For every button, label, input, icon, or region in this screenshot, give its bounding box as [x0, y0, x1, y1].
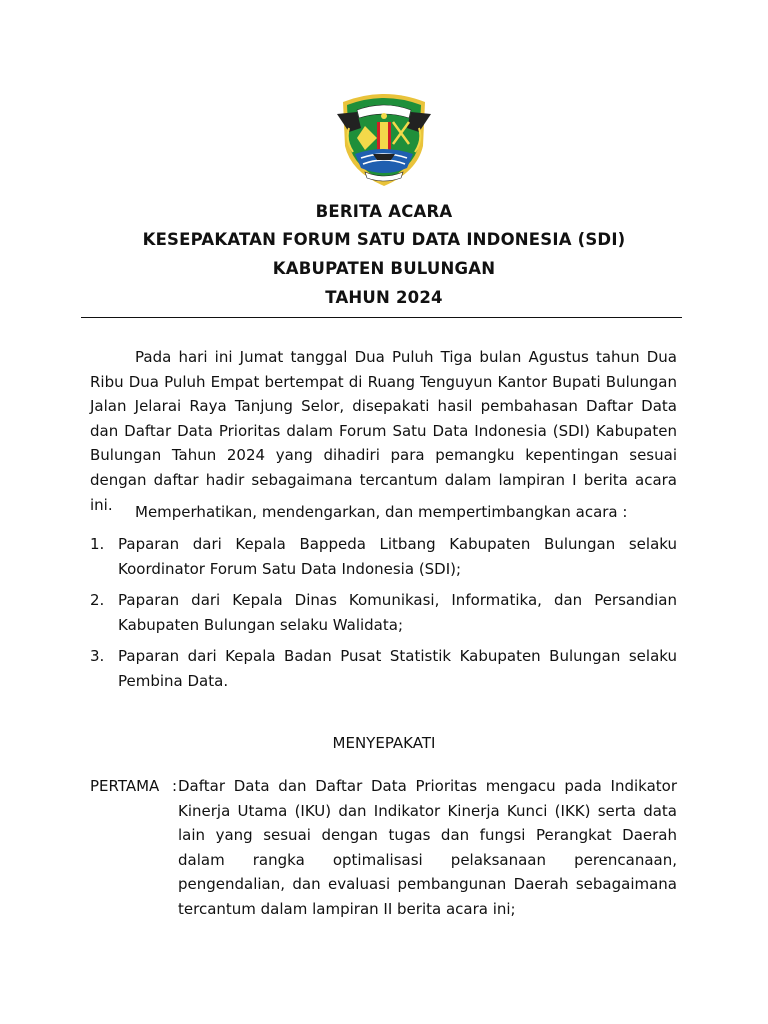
document-subtitle: KESEPAKATAN FORUM SATU DATA INDONESIA (SDI) [142, 230, 626, 249]
agenda-item [90, 532, 677, 581]
agreement-heading: MENYEPAKATI [332, 734, 436, 752]
agenda-item [90, 588, 677, 637]
agenda-number: 2. [90, 591, 105, 609]
agenda-number: 1. [90, 535, 105, 553]
agenda-number: 3. [90, 647, 105, 665]
opening-paragraph [90, 345, 677, 517]
considering-paragraph [90, 500, 677, 525]
agenda-text: Paparan dari Kepala Bappeda Litbang Kabupaten Bulungan selaku Koordinator Forum Satu Data Indonesia (SDI); [118, 535, 677, 578]
title-divider [81, 317, 682, 318]
agenda-text: Paparan dari Kepala Badan Pusat Statistik Kabupaten Bulungan selaku Pembina Data. [118, 647, 677, 690]
document-region: KABUPATEN BULUNGAN [272, 259, 496, 278]
decision-colon: : [172, 777, 178, 795]
opening-text: Pada hari ini Jumat tanggal Dua Puluh Tiga bulan Agustus tahun Dua Ribu Dua Puluh Empat bertempat di Ruang Tenguyun Kantor Bupati Bulungan Jalan Jelarai Raya Tanjung Selor, disepakati hasil pembahasan Daftar Data dan Daftar Data Prioritas dalam Forum Satu Data Indonesia (SDI) Kabupaten Bulungan Tahun 2024 yang dihadiri para pemangku kepentingan sesuai dengan daftar hadir sebagaimana tercantum dalam lampiran I berita acara ini. [90, 348, 677, 514]
kabupaten-bulungan-emblem-icon [335, 88, 433, 188]
decision-item [90, 774, 677, 922]
decision-text: Daftar Data dan Daftar Data Prioritas mengacu pada Indikator Kinerja Utama (IKU) dan Indikator Kinerja Kunci (IKK) serta data lain yang sesuai dengan tugas dan fungsi Perangkat Daerah dalam rangka optimalisasi pelaksanaan perencanaan, pengendalian, dan evaluasi pembangunan Daerah sebagaimana tercantum dalam lampiran II berita acara ini; [178, 777, 677, 918]
agenda-item [90, 644, 677, 693]
document-year: TAHUN 2024 [325, 288, 443, 307]
decision-label: PERTAMA [90, 777, 160, 795]
agenda-text: Paparan dari Kepala Dinas Komunikasi, Informatika, dan Persandian Kabupaten Bulungan selaku Walidata; [118, 591, 677, 634]
document-title: BERITA ACARA [315, 202, 453, 221]
considering-text: Memperhatikan, mendengarkan, dan mempertimbangkan acara : [135, 503, 628, 521]
